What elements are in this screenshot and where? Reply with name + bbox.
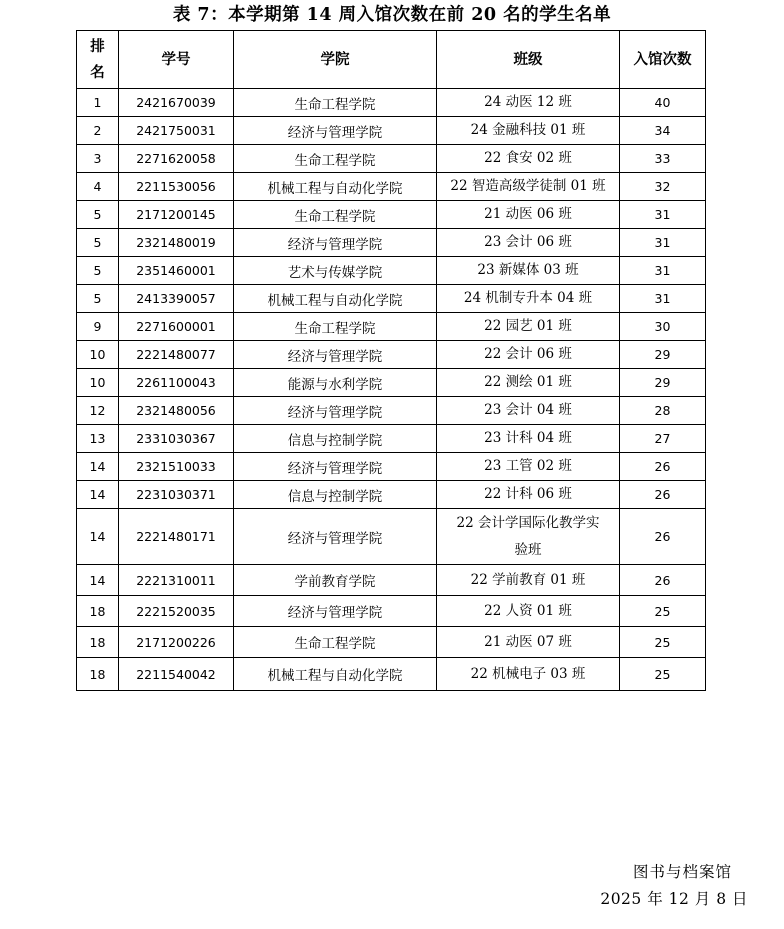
cell-college: 经济与管理学院: [234, 509, 437, 565]
cell-student-id: 2171200226: [119, 627, 234, 658]
cell-student-id: 2221480077: [119, 341, 234, 369]
cell-visit-count: 28: [620, 397, 706, 425]
cell-class: 23 计科 04 班: [437, 425, 620, 453]
cell-class: 22 食安 02 班: [437, 145, 620, 173]
cell-visit-count: 27: [620, 425, 706, 453]
cell-visit-count: 31: [620, 201, 706, 229]
cell-rank: 9: [77, 313, 119, 341]
cell-class: 22 计科 06 班: [437, 481, 620, 509]
cell-visit-count: 26: [620, 509, 706, 565]
table-row: [77, 565, 706, 596]
document-title: 表 7：本学期第 14 周入馆次数在前 20 名的学生名单: [172, 5, 612, 25]
cell-student-id: 2413390057: [119, 285, 234, 313]
table-row: [77, 229, 706, 257]
table-row: [77, 627, 706, 658]
cell-student-id: 2221480171: [119, 509, 234, 565]
table-row: [77, 453, 706, 481]
table-row: [77, 201, 706, 229]
cell-college: 信息与控制学院: [234, 481, 437, 509]
cell-visit-count: 40: [620, 89, 706, 117]
cell-college: 经济与管理学院: [234, 341, 437, 369]
cell-college: 生命工程学院: [234, 313, 437, 341]
header-student-id: 学号: [119, 31, 234, 89]
cell-college: 经济与管理学院: [234, 229, 437, 257]
table-row: [77, 481, 706, 509]
table-row: [77, 596, 706, 627]
cell-college: 生命工程学院: [234, 627, 437, 658]
cell-college: 经济与管理学院: [234, 117, 437, 145]
cell-class: 22 会计学国际化教学实验班: [437, 509, 620, 565]
cell-class: 24 机制专升本 04 班: [437, 285, 620, 313]
footer-organization: 图书与档案馆: [632, 863, 732, 881]
cell-class: 24 动医 12 班: [437, 89, 620, 117]
header-rank: 排名: [77, 31, 119, 89]
table-row: [77, 285, 706, 313]
cell-student-id: 2321480056: [119, 397, 234, 425]
cell-class: 23 工管 02 班: [437, 453, 620, 481]
cell-class: 24 金融科技 01 班: [437, 117, 620, 145]
cell-visit-count: 31: [620, 257, 706, 285]
cell-visit-count: 26: [620, 481, 706, 509]
footer-date: 2025 年 12 月 8 日: [600, 890, 748, 908]
cell-rank: 5: [77, 229, 119, 257]
table-row: [77, 658, 706, 691]
cell-class: 23 会计 04 班: [437, 397, 620, 425]
table-row: [77, 117, 706, 145]
table-row: [77, 425, 706, 453]
cell-visit-count: 26: [620, 453, 706, 481]
table-row: [77, 89, 706, 117]
cell-student-id: 2231030371: [119, 481, 234, 509]
cell-rank: 10: [77, 341, 119, 369]
cell-college: 机械工程与自动化学院: [234, 173, 437, 201]
cell-college: 机械工程与自动化学院: [234, 285, 437, 313]
table-row: [77, 369, 706, 397]
cell-rank: 14: [77, 453, 119, 481]
cell-visit-count: 29: [620, 341, 706, 369]
cell-class: 22 学前教育 01 班: [437, 565, 620, 596]
cell-student-id: 2321510033: [119, 453, 234, 481]
cell-rank: 1: [77, 89, 119, 117]
table-row: [77, 173, 706, 201]
cell-college: 经济与管理学院: [234, 596, 437, 627]
table-row: [77, 397, 706, 425]
cell-class: 21 动医 06 班: [437, 201, 620, 229]
table-row: [77, 341, 706, 369]
cell-student-id: 2221310011: [119, 565, 234, 596]
table-row: [77, 257, 706, 285]
table-row: [77, 313, 706, 341]
cell-student-id: 2321480019: [119, 229, 234, 257]
cell-college: 生命工程学院: [234, 145, 437, 173]
table-row: [77, 145, 706, 173]
table-header-row: [77, 31, 706, 89]
cell-student-id: 2271620058: [119, 145, 234, 173]
header-visit-count: 入馆次数: [620, 31, 706, 89]
cell-rank: 14: [77, 509, 119, 565]
cell-student-id: 2351460001: [119, 257, 234, 285]
header-class: 班级: [437, 31, 620, 89]
cell-college: 艺术与传媒学院: [234, 257, 437, 285]
cell-visit-count: 30: [620, 313, 706, 341]
cell-student-id: 2421750031: [119, 117, 234, 145]
cell-student-id: 2211540042: [119, 658, 234, 691]
cell-visit-count: 34: [620, 117, 706, 145]
cell-college: 经济与管理学院: [234, 397, 437, 425]
cell-rank: 12: [77, 397, 119, 425]
cell-rank: 18: [77, 627, 119, 658]
cell-rank: 2: [77, 117, 119, 145]
cell-college: 生命工程学院: [234, 89, 437, 117]
cell-rank: 4: [77, 173, 119, 201]
cell-student-id: 2211530056: [119, 173, 234, 201]
cell-class: 21 动医 07 班: [437, 627, 620, 658]
cell-student-id: 2421670039: [119, 89, 234, 117]
cell-college: 机械工程与自动化学院: [234, 658, 437, 691]
cell-rank: 14: [77, 481, 119, 509]
cell-student-id: 2271600001: [119, 313, 234, 341]
cell-rank: 10: [77, 369, 119, 397]
cell-college: 学前教育学院: [234, 565, 437, 596]
cell-rank: 18: [77, 596, 119, 627]
cell-class: 22 会计 06 班: [437, 341, 620, 369]
table-body: [77, 89, 706, 691]
cell-rank: 5: [77, 201, 119, 229]
cell-visit-count: 31: [620, 285, 706, 313]
cell-visit-count: 25: [620, 658, 706, 691]
table-row: [77, 509, 706, 565]
cell-class: 23 会计 06 班: [437, 229, 620, 257]
cell-class: 23 新媒体 03 班: [437, 257, 620, 285]
cell-class: 22 园艺 01 班: [437, 313, 620, 341]
cell-rank: 5: [77, 257, 119, 285]
cell-rank: 13: [77, 425, 119, 453]
cell-visit-count: 33: [620, 145, 706, 173]
cell-rank: 18: [77, 658, 119, 691]
cell-class: 22 智造高级学徒制 01 班: [437, 173, 620, 201]
cell-class: 22 人资 01 班: [437, 596, 620, 627]
cell-visit-count: 31: [620, 229, 706, 257]
cell-rank: 14: [77, 565, 119, 596]
cell-student-id: 2171200145: [119, 201, 234, 229]
cell-visit-count: 26: [620, 565, 706, 596]
cell-visit-count: 32: [620, 173, 706, 201]
cell-visit-count: 25: [620, 596, 706, 627]
student-ranking-table: [76, 30, 706, 691]
cell-student-id: 2221520035: [119, 596, 234, 627]
cell-student-id: 2331030367: [119, 425, 234, 453]
cell-college: 经济与管理学院: [234, 453, 437, 481]
cell-student-id: 2261100043: [119, 369, 234, 397]
cell-visit-count: 25: [620, 627, 706, 658]
cell-rank: 5: [77, 285, 119, 313]
cell-visit-count: 29: [620, 369, 706, 397]
cell-class: 22 测绘 01 班: [437, 369, 620, 397]
cell-rank: 3: [77, 145, 119, 173]
cell-college: 生命工程学院: [234, 201, 437, 229]
header-college: 学院: [234, 31, 437, 89]
cell-college: 信息与控制学院: [234, 425, 437, 453]
cell-college: 能源与水利学院: [234, 369, 437, 397]
cell-class: 22 机械电子 03 班: [437, 658, 620, 691]
